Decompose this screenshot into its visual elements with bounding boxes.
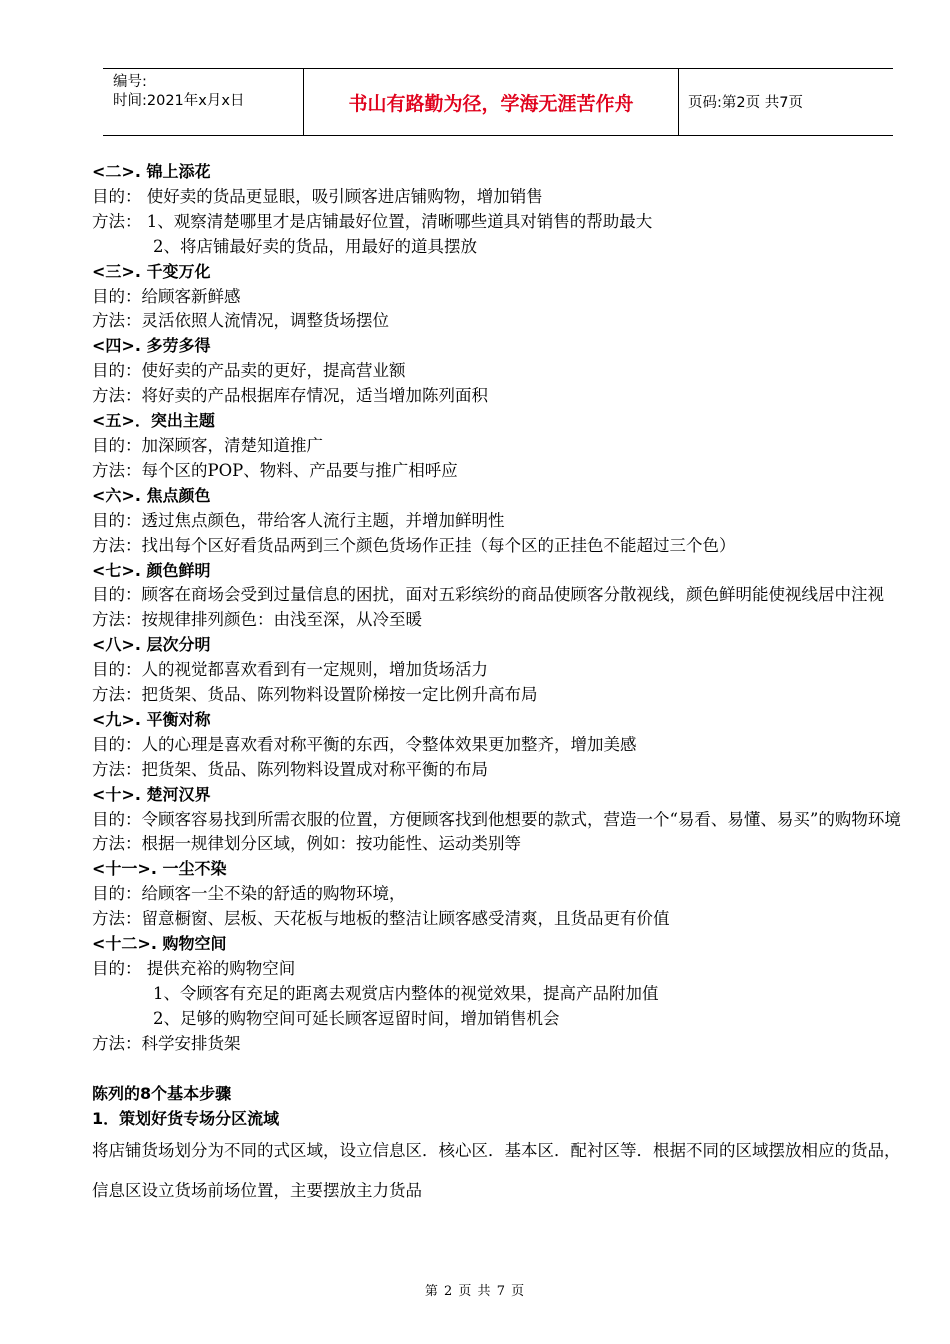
section-heading: <四>. 多劳多得 <box>92 336 211 356</box>
text-line: 目的：透过焦点颜色，带给客人流行主题，并增加鲜明性 <box>92 510 505 530</box>
text-line: 2、将店铺最好卖的货品，用最好的道具摆放 <box>153 236 477 256</box>
section-heading: 陈列的8个基本步骤 <box>92 1083 232 1103</box>
section-heading: <六>. 焦点颜色 <box>92 485 211 505</box>
text-line: 目的： 提供充裕的购物空间 <box>92 959 296 978</box>
text-line: 方法：找出每个区好看货品两到三个颜色货场作正挂（每个区的正挂色不能超过三个色） <box>92 535 736 555</box>
text-line: 目的：加深顾客，清楚知道推广 <box>92 435 323 455</box>
page-label: 页码:第2页 共7页 <box>688 95 803 111</box>
document-body <box>92 160 912 1211</box>
text-line: 目的：人的视觉都喜欢看到有一定规则，增加货场活力 <box>92 660 488 680</box>
text-line: 方法：科学安排货架 <box>92 1033 241 1053</box>
text-line: 方法：把货架、货品、陈列物料设置阶梯按一定比例升高布局 <box>92 685 538 705</box>
text-line: 方法：将好卖的产品根据库存情况，适当增加陈列面积 <box>92 386 488 406</box>
section-heading: <八>. 层次分明 <box>92 635 211 655</box>
section-heading: <九>. 平衡对称 <box>92 709 211 729</box>
text-line: 方法：把货架、货品、陈列物料设置成对称平衡的布局 <box>92 759 488 779</box>
text-line: 方法： 1、观察清楚哪里才是店铺最好位置，清晰哪些道具对销售的帮助最大 <box>92 211 653 231</box>
section-heading: 1．策划好货专场分区流域 <box>92 1108 280 1128</box>
section-heading: <二>. 锦上添花 <box>92 162 211 181</box>
text-line: 方法：根据一规律划分区域，例如：按功能性、运动类别等 <box>92 834 521 854</box>
text-line: 方法：留意橱窗、层板、天花板与地板的整洁让顾客感受清爽，且货品更有价值 <box>92 909 670 929</box>
text-line: 1、令顾客有充足的距离去观赏店内整体的视觉效果，提高产品附加值 <box>153 983 659 1003</box>
text-line: 方法：按规律排列颜色：由浅至深，从冷至暖 <box>92 610 422 630</box>
section-heading: <三>. 千变万化 <box>92 261 211 281</box>
text-line: 方法：灵活依照人流情况，调整货场摆位 <box>92 311 389 331</box>
header-info-cell <box>103 69 303 135</box>
text-line: 目的：使好卖的产品卖的更好，提高营业额 <box>92 361 406 381</box>
blank-line <box>92 1057 912 1082</box>
text-line: 目的：顾客在商场会受到过量信息的困扰，面对五彩缤纷的商品使顾客分散视线，颜色鲜明能使视线居中注视 <box>92 585 884 605</box>
section-heading: <十二>. 购物空间 <box>92 934 227 954</box>
section-heading: <十一>. 一尘不染 <box>92 859 227 879</box>
motto-text: 书山有路勤为径，学海无涯苦作舟 <box>348 93 634 115</box>
header-page-cell <box>678 69 893 135</box>
time-label: 时间:2021年x月x日 <box>113 93 245 109</box>
text-line: 目的：给顾客新鲜感 <box>92 286 241 306</box>
text-line: 方法：每个区的POP、物料、产品要与推广相呼应 <box>92 460 458 480</box>
text-line: 将店铺货场划分为不同的式区域，设立信息区．核心区．基本区．配衬区等．根据不同的区域摆放相应的货品，信息区设立货场前场位置，主要摆放主力货品 <box>92 1141 901 1201</box>
number-label: 编号: <box>113 74 147 90</box>
section-heading: <五>．突出主题 <box>92 411 215 431</box>
page-footer: 第 2 页 共 7 页 <box>424 1284 526 1299</box>
header-motto-cell <box>303 69 679 135</box>
text-line: 目的：给顾客一尘不染的舒适的购物环境， <box>92 884 406 904</box>
text-line: 目的：令顾客容易找到所需衣服的位置，方便顾客找到他想要的款式，营造一个“易看、易懂、易买”的购物环境 <box>92 809 901 829</box>
text-line: 目的： 使好卖的货品更显眼，吸引顾客进店铺购物，增加销售 <box>92 186 543 206</box>
section-heading: <七>. 颜色鲜明 <box>92 560 211 580</box>
section-heading: <十>. 楚河汉界 <box>92 784 211 804</box>
page-header <box>103 68 893 136</box>
text-line: 2、足够的购物空间可延长顾客逗留时间，增加销售机会 <box>153 1008 560 1028</box>
text-line: 目的：人的心理是喜欢看对称平衡的东西，令整体效果更加整齐，增加美感 <box>92 734 637 754</box>
